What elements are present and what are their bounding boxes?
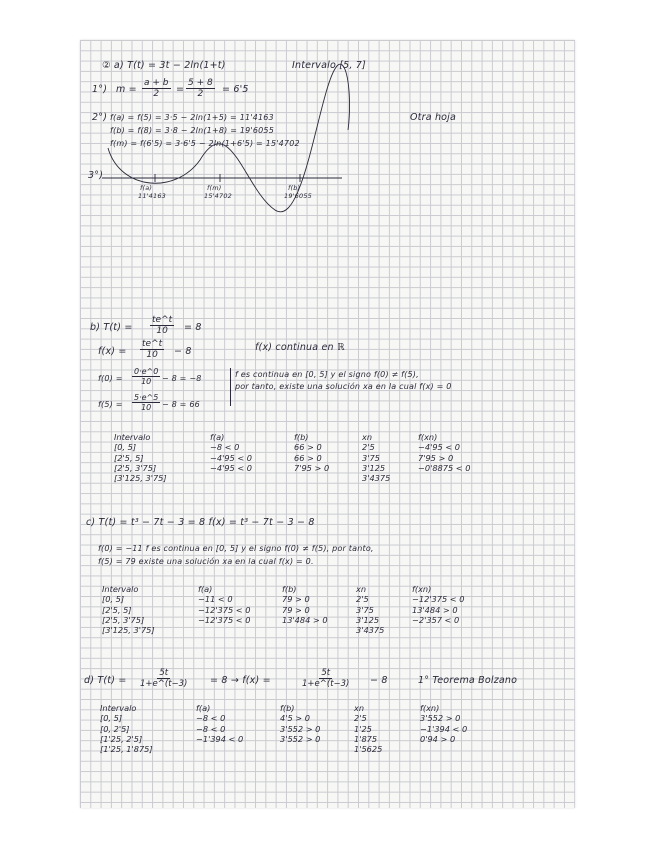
table-row [102,605,506,615]
part-b-note-1: f es continua en [0, 5] y el signo f(0) ≠ f(5), [235,370,419,379]
table-cell: 3'125 [356,614,380,625]
part-d-header-suffix: − 8 [370,675,388,686]
part-b-fx-suffix: − 8 [174,346,192,357]
table-cell: 7'95 > 0 [294,462,330,473]
table-header-cell: Intervalo [100,703,137,713]
table-header-cell: f(b) [280,703,295,713]
table-row [100,734,514,744]
graph-label-fm: f(m) [207,184,222,192]
notebook-page [80,40,575,808]
graph-value-fb: 19'6055 [284,192,312,200]
table-cell: 2'5 [354,713,367,724]
table-cell: 3'75 [356,604,374,615]
part-b-bisection-table [114,432,512,483]
step1-m: m = [116,84,137,95]
table-row [114,463,512,473]
table-cell [282,625,356,635]
table-row [114,442,512,452]
part-b-fx-fraction: $\frac{te\^{}t}{10}$ [142,339,163,360]
table-cell: 4'5 > 0 [280,713,310,724]
table-cell: 13'484 > 0 [282,614,328,625]
table-cell: 13'484 > 0 [412,604,458,615]
table-header-cell: f(xn) [420,703,440,713]
part-a-header: ② a) T(t) = 3t − 2ln(1+t) [102,60,226,71]
part-b-f5-fraction: $\frac{5\cdot e\^{}5}{10}$ [134,393,159,412]
table-cell: [2'5, 5] [114,452,144,463]
table-cell: 3'552 > 0 [280,723,321,734]
part-d-header-mid: = 8 → f(x) = [210,675,271,686]
table-cell [418,473,512,483]
table-cell [280,744,354,754]
part-b-continuity: f(x) continua en ℝ [255,342,345,353]
step1-fraction-values: $\frac{5 + 8}{2}$ [188,78,213,99]
table-cell: −8 < 0 [196,723,226,734]
table-cell: 3'4375 [356,625,385,636]
table-cell: −0'8875 < 0 [418,462,471,473]
table-cell: [0, 5] [114,442,137,453]
table-cell: 3'125 [362,462,386,473]
table-cell: 66 > 0 [294,452,322,463]
part-b-note-2: por tanto, existe una solución xa en la cual f(x) = 0 [235,382,452,391]
table-cell: −12'375 < 0 [198,604,251,615]
table-cell: 79 > 0 [282,594,310,605]
part-d-bisection-table [100,703,514,754]
part-c-note-2: f(5) = 79 existe una solución xa en la cual f(x) = 0. [98,557,314,566]
table-cell: 3'552 > 0 [420,713,461,724]
table-cell: −8 < 0 [196,713,226,724]
graph-label-fa: f(a) [140,184,153,192]
table-cell: −1'394 < 0 [420,723,468,734]
step2-label: 2°) [92,112,108,123]
table-cell: [1'25, 2'5] [100,733,143,744]
table-header-cell: f(xn) [412,584,432,594]
table-cell [294,473,362,483]
step1-result: = 6'5 [222,84,249,95]
table-cell [198,625,282,635]
table-cell: 1'25 [354,723,372,734]
graph-label-fb: f(b) [288,184,301,192]
table-cell: −2'357 < 0 [412,614,460,625]
table-header-cell: Intervalo [114,432,151,442]
table-row [114,453,512,463]
table-cell [210,473,294,483]
table-row [102,615,506,625]
step2-fm: f(m) = f(6'5) = 3·6'5 − 2ln(1+6'5) = 15'4702 [110,139,300,148]
table-cell: 0'94 > 0 [420,733,456,744]
graph-value-fm: 15'4702 [204,192,232,200]
table-cell: [3'125, 3'75] [102,625,155,636]
table-header-cell: xn [356,584,367,594]
table-cell: −12'375 < 0 [412,594,465,605]
table-header-row [100,703,514,713]
table-cell: −12'375 < 0 [198,614,251,625]
table-cell: [0, 5] [100,713,123,724]
table-cell: −1'394 < 0 [196,733,244,744]
table-cell [412,625,506,635]
table-cell: −4'95 < 0 [210,452,253,463]
part-c-note-1: f(0) = −11 f es continua en [0, 5] y el signo f(0) ≠ f(5), por tanto, [98,544,374,553]
table-header-row [102,584,506,594]
table-row [102,594,506,604]
part-d-header-prefix: d) T(t) = [84,675,127,686]
table-row [114,473,512,483]
table-cell: [3'125, 3'75] [114,473,167,484]
part-b-fx-prefix: f(x) = [98,346,127,357]
table-cell: 2'5 [362,442,375,453]
part-d-header-fraction-2: $\frac{5t}{1+e\^{}(t-3)}$ [302,668,350,689]
table-header-row [114,432,512,442]
table-row [100,713,514,723]
table-header-cell: f(b) [294,432,309,442]
table-cell: [2'5, 3'75] [114,462,157,473]
table-header-cell: Intervalo [102,584,139,594]
part-c-bisection-table [102,584,506,635]
step1-label: 1°) [92,84,108,95]
table-cell: 3'75 [362,452,380,463]
table-cell: [0, 5] [102,594,125,605]
table-cell: 7'95 > 0 [418,452,454,463]
part-b-f0-prefix: f(0) = [98,374,123,383]
table-cell: [2'5, 5] [102,604,132,615]
part-b-f0-fraction: $\frac{0\cdot e\^{}0}{10}$ [134,367,159,386]
table-cell: [1'25, 1'875] [100,744,153,755]
part-b-header-suffix: = 8 [184,322,202,333]
table-cell [196,744,280,754]
part-b-f5-suffix: − 8 = 66 [162,400,200,409]
table-cell: 2'5 [356,594,369,605]
step3-label: 3°) [88,170,104,181]
table-header-cell: f(b) [282,584,297,594]
table-cell: 1'5625 [354,744,383,755]
table-cell: 66 > 0 [294,442,322,453]
part-a-interval: Intervalo [5, 7] [292,60,366,71]
part-d-header-fraction: $\frac{5t}{1+e\^{}(t-3)}$ [140,668,188,689]
table-header-cell: f(a) [210,432,225,442]
equals-sign: = [176,84,185,95]
table-header-cell: f(a) [198,584,213,594]
part-b-header-prefix: b) T(t) = [90,322,133,333]
step1-fraction-ab: $\frac{a + b}{2}$ [144,78,169,99]
table-cell: 3'552 > 0 [280,733,321,744]
step2-fb: f(b) = f(8) = 3·8 − 2ln(1+8) = 19'6055 [110,126,275,135]
part-b-header-fraction: $\frac{te\^{}t}{10}$ [152,315,173,336]
part-c-header: c) T(t) = t³ − 7t − 3 = 8 f(x) = t³ − 7t − 3 − 8 [86,517,315,528]
part-d-theorem: 1° Teorema Bolzano [418,675,518,686]
table-cell [420,744,514,754]
table-cell: −8 < 0 [210,442,240,453]
table-cell: [0, 2'5] [100,723,130,734]
table-row [100,724,514,734]
table-row [100,744,514,754]
step2-fa: f(a) = f(5) = 3·5 − 2ln(1+5) = 11'4163 [110,113,274,122]
table-cell: −4'95 < 0 [210,462,253,473]
graph-value-fa: 11'4163 [138,192,166,200]
table-header-cell: xn [362,432,373,442]
table-cell: 3'4375 [362,473,391,484]
table-cell: −4'95 < 0 [418,442,461,453]
table-header-cell: f(a) [196,703,211,713]
other-sheet-note: Otra hoja [410,112,457,123]
table-header-cell: xn [354,703,365,713]
table-header-cell: f(xn) [418,432,438,442]
bracket-line [230,368,231,406]
table-cell: 1'875 [354,733,378,744]
table-cell: 79 > 0 [282,604,310,615]
table-row [102,625,506,635]
part-b-f0-suffix: − 8 = −8 [162,374,202,383]
part-b-f5-prefix: f(5) = [98,400,123,409]
table-cell: [2'5, 3'75] [102,614,145,625]
table-cell: −11 < 0 [198,594,233,605]
